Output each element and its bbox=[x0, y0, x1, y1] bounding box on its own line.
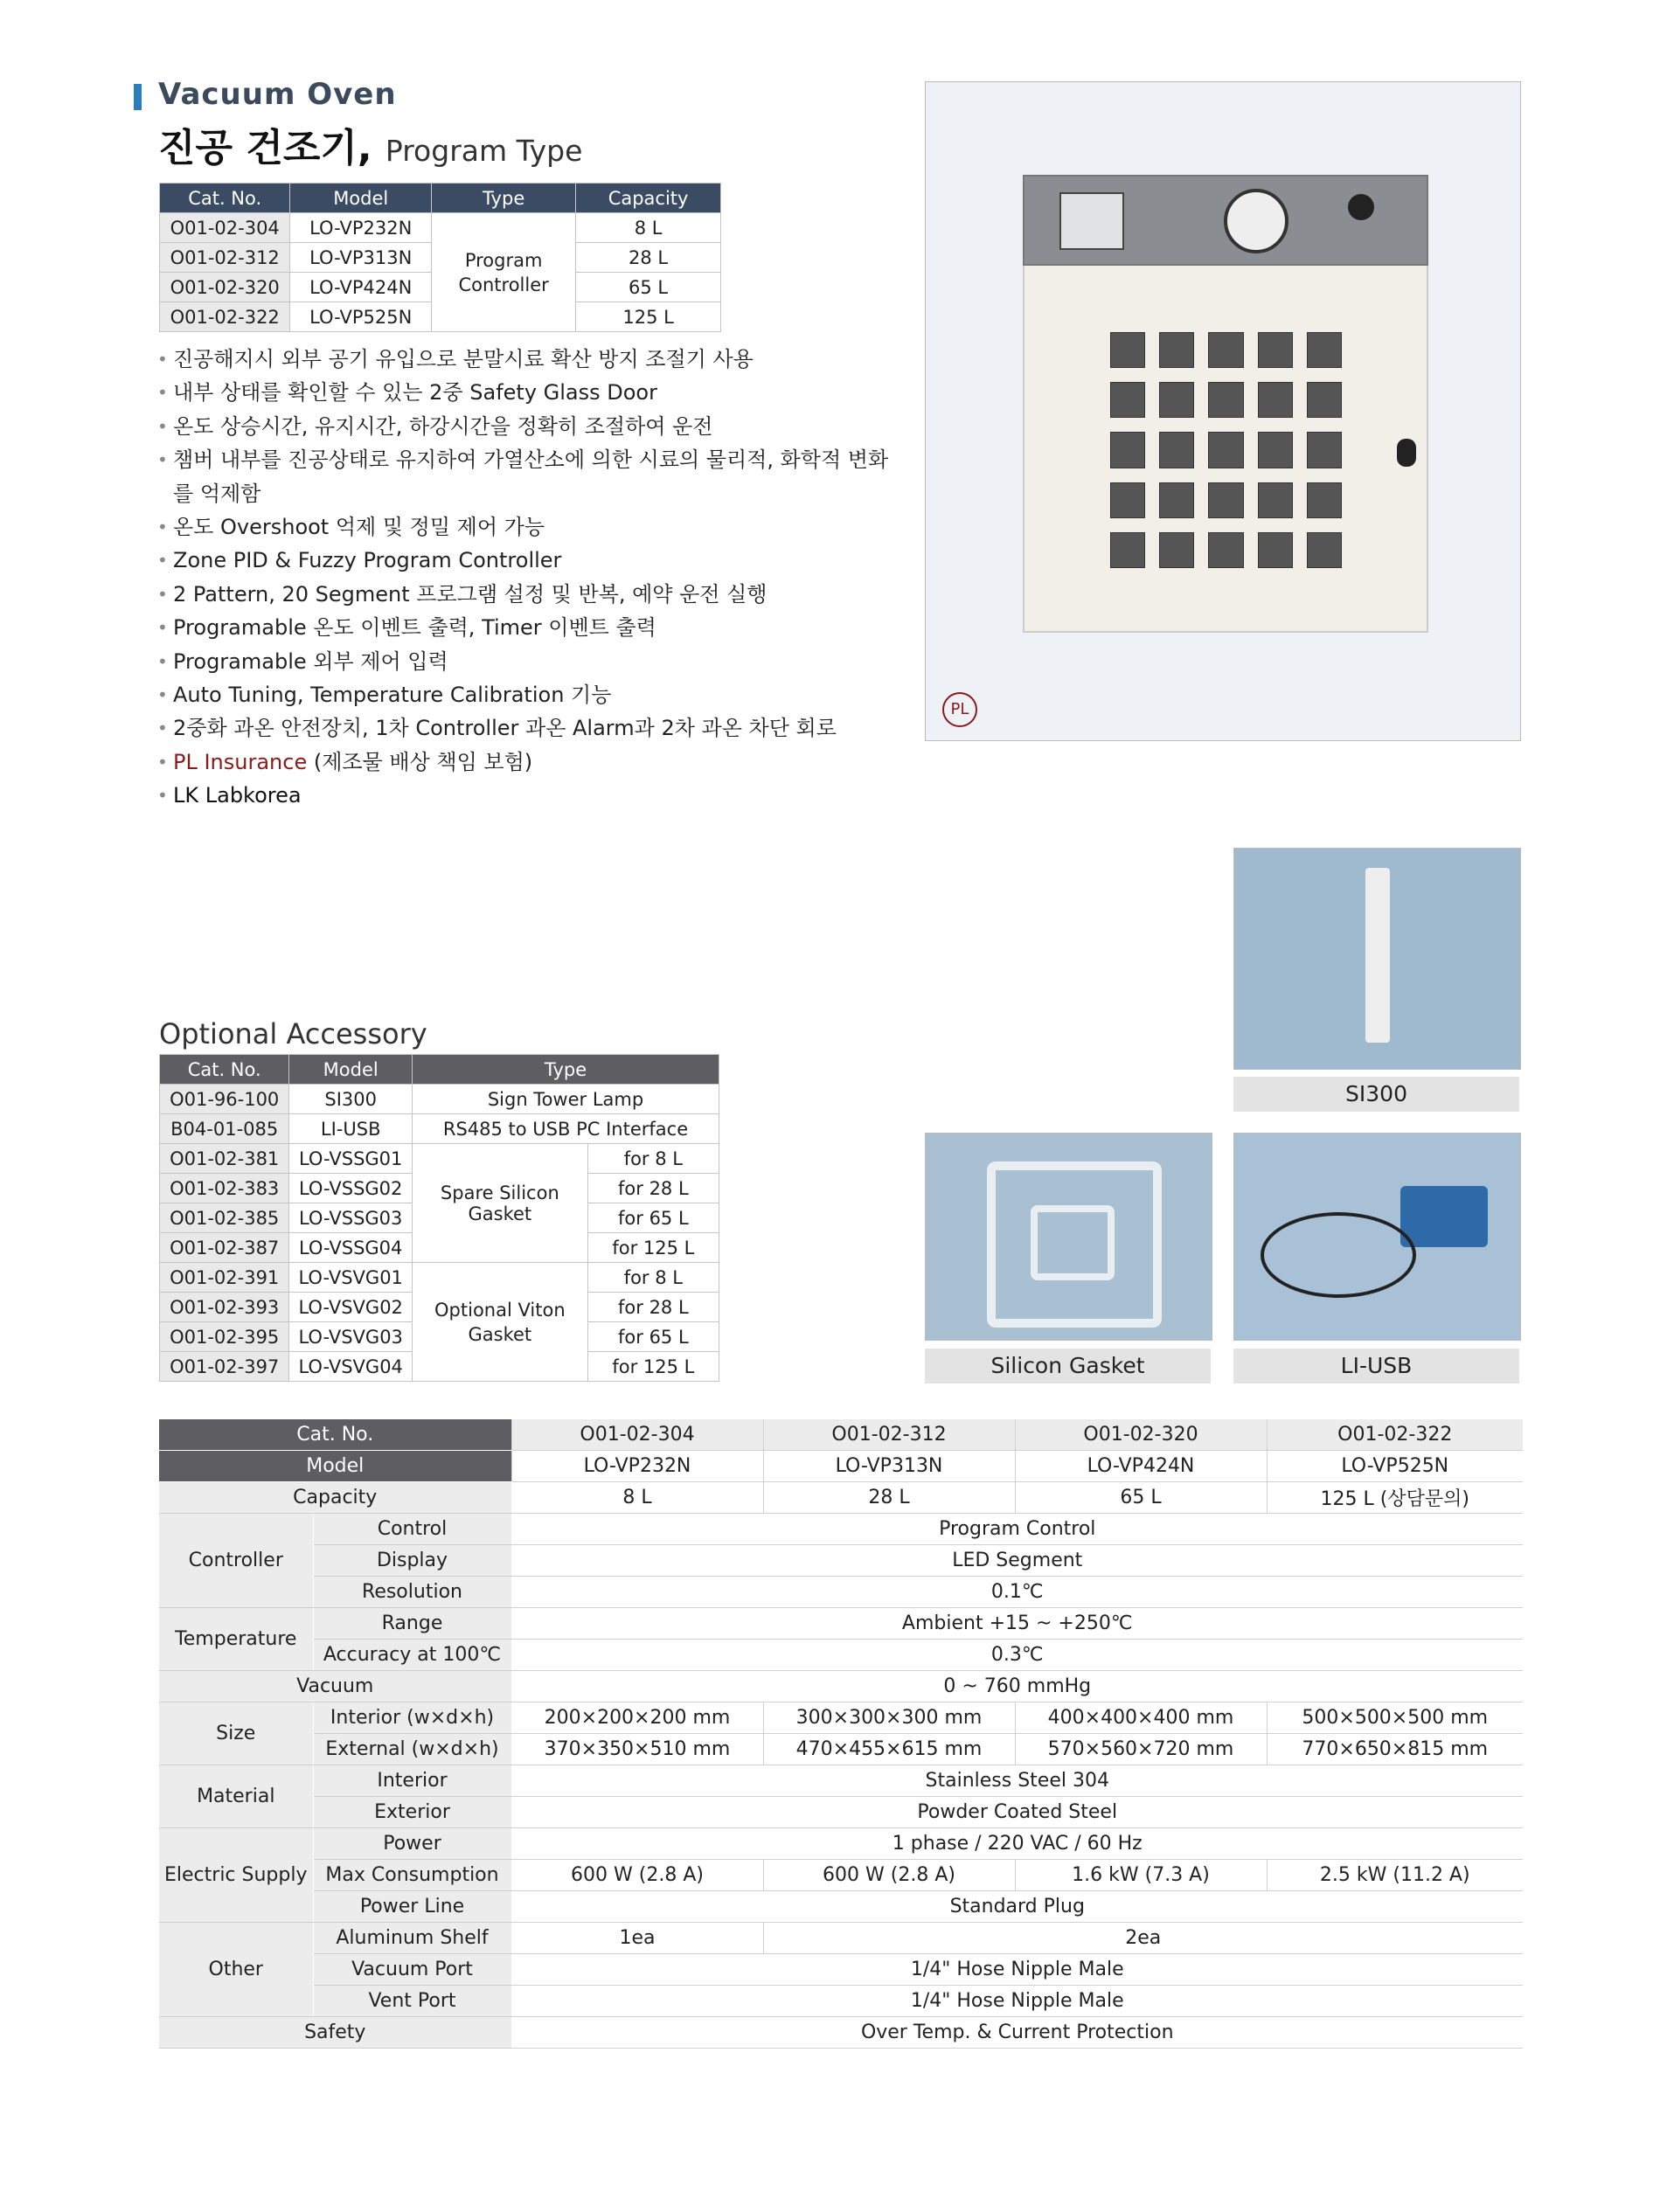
valve-knob-icon bbox=[1348, 194, 1374, 220]
spec-model-label: Model bbox=[159, 1451, 511, 1482]
size-cell: for 8 L bbox=[587, 1144, 719, 1174]
door-handle-icon bbox=[1397, 439, 1416, 467]
cat-cell: O01-02-393 bbox=[160, 1293, 289, 1322]
feature-item: • Zone PID & Fuzzy Program Controller bbox=[157, 544, 892, 577]
spec-value: Over Temp. & Current Protection bbox=[511, 2017, 1523, 2049]
type-cell: Sign Tower Lamp bbox=[413, 1085, 719, 1114]
model-cell: LO-VSSG02 bbox=[289, 1174, 413, 1203]
size-cell: for 28 L bbox=[587, 1174, 719, 1203]
spec-label-vacuum: Vacuum bbox=[159, 1671, 511, 1702]
model-cell: LO-VP313N bbox=[290, 243, 432, 273]
col-header: Type bbox=[432, 184, 576, 213]
feature-item: • 2 Pattern, 20 Segment 프로그램 설정 및 반복, 예약 운전 실행 bbox=[157, 578, 892, 611]
size-cell: for 28 L bbox=[587, 1293, 719, 1322]
spec-row bbox=[159, 1671, 1523, 1702]
viton-type-cell bbox=[413, 1263, 588, 1382]
spec-label-safety: Safety bbox=[159, 2017, 511, 2049]
oven-control-panel bbox=[1023, 175, 1428, 266]
spec-row bbox=[159, 1954, 1523, 1986]
spec-value: 1ea bbox=[511, 1923, 763, 1954]
spec-value: 200×200×200 mm bbox=[511, 1702, 763, 1734]
gasket-type-cell: Spare Silicon Gasket bbox=[413, 1144, 588, 1263]
capacity-cell: 65 L bbox=[576, 273, 721, 302]
spec-cat-label: Cat. No. bbox=[159, 1419, 511, 1451]
spec-row bbox=[159, 1765, 1523, 1797]
model-cell: LO-VSSG01 bbox=[289, 1144, 413, 1174]
col-header: Capacity bbox=[576, 184, 721, 213]
li-usb-caption: LI-USB bbox=[1233, 1349, 1519, 1383]
model-cell: LO-VSVG03 bbox=[289, 1322, 413, 1352]
spec-row bbox=[159, 1514, 1523, 1545]
spec-row bbox=[159, 2017, 1523, 2049]
spec-value: 600 W (2.8 A) bbox=[511, 1860, 763, 1891]
spec-row bbox=[159, 1734, 1523, 1765]
spec-cat-value: O01-02-320 bbox=[1015, 1419, 1267, 1451]
pl-insurance-label: PL Insurance bbox=[173, 749, 308, 774]
table-row bbox=[160, 1114, 719, 1144]
col-header: Model bbox=[289, 1055, 413, 1085]
cat-cell: O01-02-387 bbox=[160, 1233, 289, 1263]
spec-row bbox=[159, 1828, 1523, 1860]
spec-capacity-label: Capacity bbox=[159, 1482, 511, 1514]
spec-value: 1.6 kW (7.3 A) bbox=[1015, 1860, 1267, 1891]
cat-cell: O01-02-395 bbox=[160, 1322, 289, 1352]
spec-value: 1 phase / 220 VAC / 60 Hz bbox=[511, 1828, 1523, 1860]
si300-caption: SI300 bbox=[1233, 1077, 1519, 1112]
capacity-cell: 28 L bbox=[576, 243, 721, 273]
col-header: Cat. No. bbox=[160, 184, 290, 213]
spec-sublabel: Aluminum Shelf bbox=[313, 1923, 511, 1954]
spec-group-controller: Controller bbox=[159, 1514, 313, 1608]
spec-value: 0.3℃ bbox=[511, 1640, 1523, 1671]
pl-badge: PL bbox=[942, 692, 977, 727]
spec-row bbox=[159, 1545, 1523, 1577]
cat-cell: O01-02-312 bbox=[160, 243, 290, 273]
feature-item: • Programable 온도 이벤트 출력, Timer 이벤트 출력 bbox=[157, 611, 892, 644]
silicon-gasket-caption: Silicon Gasket bbox=[925, 1349, 1211, 1383]
models-table bbox=[159, 183, 721, 332]
feature-item: • 온도 상승시간, 유지시간, 하강시간을 정확히 조절하여 운전 bbox=[157, 410, 892, 443]
spec-group-temperature: Temperature bbox=[159, 1608, 313, 1671]
spec-value: 600 W (2.8 A) bbox=[763, 1860, 1015, 1891]
spec-value: Stainless Steel 304 bbox=[511, 1765, 1523, 1797]
feature-item: • 내부 상태를 확인할 수 있는 2중 Safety Glass Door bbox=[157, 376, 892, 409]
size-cell: for 125 L bbox=[587, 1352, 719, 1382]
spec-value: 770×650×815 mm bbox=[1267, 1734, 1523, 1765]
size-cell: for 65 L bbox=[587, 1203, 719, 1233]
accessory-table bbox=[159, 1054, 719, 1382]
spec-table bbox=[159, 1419, 1523, 2049]
size-cell: for 125 L bbox=[587, 1233, 719, 1263]
spec-row-capacity bbox=[159, 1482, 1523, 1514]
spec-sublabel: External (w×d×h) bbox=[313, 1734, 511, 1765]
spec-sublabel: Power Line bbox=[313, 1891, 511, 1923]
feature-item: • 온도 Overshoot 억제 및 정밀 제어 가능 bbox=[157, 510, 892, 544]
spec-cat-value: O01-02-304 bbox=[511, 1419, 763, 1451]
spec-value: 2ea bbox=[763, 1923, 1523, 1954]
spec-sublabel: Display bbox=[313, 1545, 511, 1577]
table-row bbox=[160, 1144, 719, 1174]
spec-sublabel: Vent Port bbox=[313, 1986, 511, 2017]
spec-sublabel: Vacuum Port bbox=[313, 1954, 511, 1986]
spec-group-other: Other bbox=[159, 1923, 313, 2017]
cat-cell: O01-02-397 bbox=[160, 1352, 289, 1382]
feature-item: • 2중화 과온 안전장치, 1차 Controller 과온 Alarm과 2차 과온 차단 회로 bbox=[157, 711, 892, 745]
spec-value: 0 ~ 760 mmHg bbox=[511, 1671, 1523, 1702]
spec-sublabel: Exterior bbox=[313, 1797, 511, 1828]
spec-model-value: LO-VP424N bbox=[1015, 1451, 1267, 1482]
spec-sublabel: Accuracy at 100℃ bbox=[313, 1640, 511, 1671]
pl-insurance-item bbox=[157, 745, 892, 779]
spec-value: 0.1℃ bbox=[511, 1577, 1523, 1608]
spec-row bbox=[159, 1702, 1523, 1734]
li-usb-photo bbox=[1233, 1133, 1521, 1341]
gasket-inner-icon bbox=[1031, 1205, 1115, 1280]
table-row bbox=[160, 1085, 719, 1114]
tower-lamp-icon bbox=[1365, 868, 1390, 1043]
capacity-cell: 125 L bbox=[576, 302, 721, 332]
cat-cell: B04-01-085 bbox=[160, 1114, 289, 1144]
spec-value: 370×350×510 mm bbox=[511, 1734, 763, 1765]
model-cell: LO-VSSG03 bbox=[289, 1203, 413, 1233]
spec-capacity-value: 8 L bbox=[511, 1482, 763, 1514]
model-cell: LO-VSVG01 bbox=[289, 1263, 413, 1293]
spec-sublabel: Control bbox=[313, 1514, 511, 1545]
feature-item: • 챔버 내부를 진공상태로 유지하여 가열산소에 의한 시료의 물리적, 화학적 변화를 억제함 bbox=[157, 443, 892, 510]
model-cell: LO-VSVG04 bbox=[289, 1352, 413, 1382]
spec-row bbox=[159, 1608, 1523, 1640]
spec-value: 470×455×615 mm bbox=[763, 1734, 1015, 1765]
model-cell: SI300 bbox=[289, 1085, 413, 1114]
pl-insurance-note: (제조물 배상 책임 보험) bbox=[313, 749, 533, 774]
accessory-title: Optional Accessory bbox=[159, 1017, 427, 1051]
silicon-gasket-photo bbox=[925, 1133, 1212, 1341]
spec-value: 1/4" Hose Nipple Male bbox=[511, 1954, 1523, 1986]
page-title-english: Vacuum Oven bbox=[158, 77, 397, 112]
vacuum-gauge-icon bbox=[1224, 189, 1288, 253]
page-title-korean bbox=[158, 116, 582, 172]
model-cell: LI-USB bbox=[289, 1114, 413, 1144]
spec-group-electric: Electric Supply bbox=[159, 1828, 313, 1923]
type-cell: RS485 to USB PC Interface bbox=[413, 1114, 719, 1144]
cat-cell: O01-02-385 bbox=[160, 1203, 289, 1233]
type-text: Program Controller bbox=[458, 249, 549, 295]
spec-value: Powder Coated Steel bbox=[511, 1797, 1523, 1828]
spec-sublabel: Interior (w×d×h) bbox=[313, 1702, 511, 1734]
controller-display-icon bbox=[1059, 192, 1124, 250]
cat-cell: O01-02-320 bbox=[160, 273, 290, 302]
spec-row bbox=[159, 1923, 1523, 1954]
spec-sublabel: Max Consumption bbox=[313, 1860, 511, 1891]
spec-value: Program Control bbox=[511, 1514, 1523, 1545]
spec-cat-value: O01-02-322 bbox=[1267, 1419, 1523, 1451]
model-cell: LO-VP525N bbox=[290, 302, 432, 332]
cat-cell: O01-02-322 bbox=[160, 302, 290, 332]
capacity-cell: 8 L bbox=[576, 213, 721, 243]
feature-list bbox=[157, 343, 892, 813]
spec-row bbox=[159, 1986, 1523, 2017]
spec-value: 570×560×720 mm bbox=[1015, 1734, 1267, 1765]
col-header: Type bbox=[413, 1055, 719, 1085]
spec-value: Standard Plug bbox=[511, 1891, 1523, 1923]
model-cell: LO-VSVG02 bbox=[289, 1293, 413, 1322]
size-cell: for 65 L bbox=[587, 1322, 719, 1352]
spec-row-cat bbox=[159, 1419, 1523, 1451]
cat-cell: O01-96-100 bbox=[160, 1085, 289, 1114]
spec-value: 500×500×500 mm bbox=[1267, 1702, 1523, 1734]
model-cell: LO-VP232N bbox=[290, 213, 432, 243]
spec-model-value: LO-VP525N bbox=[1267, 1451, 1523, 1482]
brand-item: • LK Labkorea bbox=[157, 779, 892, 812]
table-row bbox=[160, 1263, 719, 1293]
usb-interface-icon bbox=[1400, 1186, 1488, 1247]
spec-sublabel: Resolution bbox=[313, 1577, 511, 1608]
feature-item: • Programable 외부 제어 입력 bbox=[157, 645, 892, 678]
spec-capacity-value: 28 L bbox=[763, 1482, 1015, 1514]
feature-item: • Auto Tuning, Temperature Calibration 기능 bbox=[157, 678, 892, 711]
usb-cable-icon bbox=[1261, 1212, 1416, 1298]
spec-value: 300×300×300 mm bbox=[763, 1702, 1015, 1734]
spec-model-value: LO-VP313N bbox=[763, 1451, 1015, 1482]
spec-capacity-value: 125 L (상담문의) bbox=[1267, 1482, 1523, 1514]
spec-value: Ambient +15 ~ +250℃ bbox=[511, 1608, 1523, 1640]
col-header: Cat. No. bbox=[160, 1055, 289, 1085]
spec-sublabel: Power bbox=[313, 1828, 511, 1860]
model-cell: LO-VSSG04 bbox=[289, 1233, 413, 1263]
spec-row bbox=[159, 1860, 1523, 1891]
model-cell: LO-VP424N bbox=[290, 273, 432, 302]
cat-cell: O01-02-391 bbox=[160, 1263, 289, 1293]
col-header: Model bbox=[290, 184, 432, 213]
spec-row bbox=[159, 1577, 1523, 1608]
viton-type-text: Optional Viton Gasket bbox=[434, 1299, 566, 1345]
cat-cell: O01-02-304 bbox=[160, 213, 290, 243]
si300-photo bbox=[1233, 848, 1521, 1070]
spec-value: 1/4" Hose Nipple Male bbox=[511, 1986, 1523, 2017]
spec-cat-value: O01-02-312 bbox=[763, 1419, 1015, 1451]
type-cell bbox=[432, 213, 576, 332]
title-korean-text: 진공 건조기, bbox=[158, 126, 372, 170]
cat-cell: O01-02-381 bbox=[160, 1144, 289, 1174]
spec-group-material: Material bbox=[159, 1765, 313, 1828]
feature-item: • 진공해지시 외부 공기 유입으로 분말시료 확산 방지 조절기 사용 bbox=[157, 343, 892, 376]
spec-row bbox=[159, 1640, 1523, 1671]
spec-sublabel: Interior bbox=[313, 1765, 511, 1797]
spec-row-model bbox=[159, 1451, 1523, 1482]
title-subtitle: Program Type bbox=[385, 134, 583, 168]
spec-value: LED Segment bbox=[511, 1545, 1523, 1577]
spec-capacity-value: 65 L bbox=[1015, 1482, 1267, 1514]
spec-group-size: Size bbox=[159, 1702, 313, 1765]
oven-window-grid bbox=[1110, 332, 1342, 568]
spec-value: 2.5 kW (11.2 A) bbox=[1267, 1860, 1523, 1891]
spec-row bbox=[159, 1891, 1523, 1923]
cat-cell: O01-02-383 bbox=[160, 1174, 289, 1203]
size-cell: for 8 L bbox=[587, 1263, 719, 1293]
table-row bbox=[160, 213, 721, 243]
spec-model-value: LO-VP232N bbox=[511, 1451, 763, 1482]
spec-sublabel: Range bbox=[313, 1608, 511, 1640]
spec-row bbox=[159, 1797, 1523, 1828]
title-accent-bar bbox=[134, 84, 142, 110]
spec-value: 400×400×400 mm bbox=[1015, 1702, 1267, 1734]
